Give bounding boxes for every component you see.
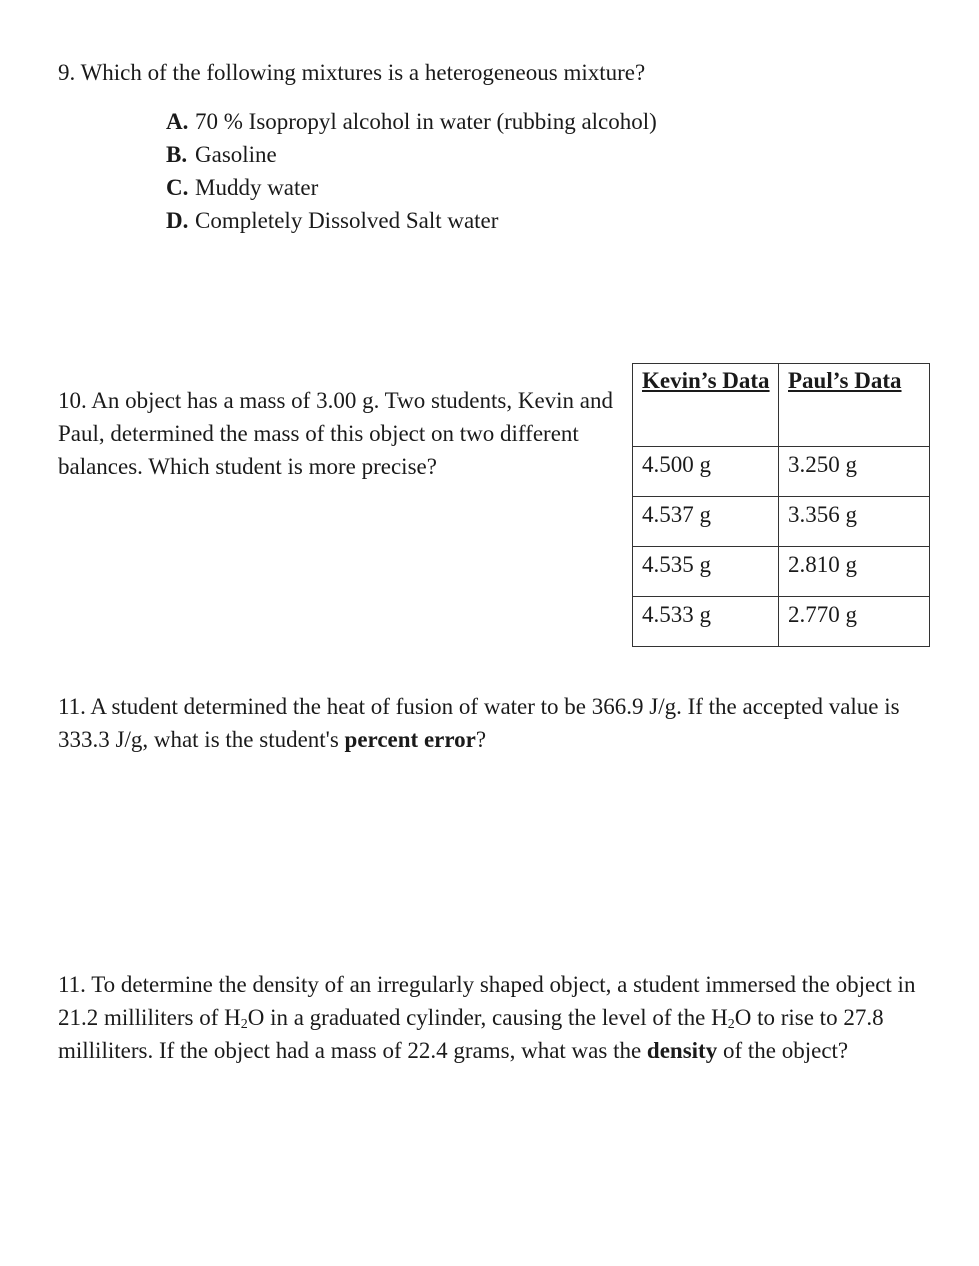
option-letter: C. xyxy=(166,175,189,200)
emphasis-percent-error: percent error xyxy=(344,727,476,752)
emphasis-density: density xyxy=(646,1038,718,1063)
option-text: Gasoline xyxy=(195,142,277,167)
cell-text: 2.770 g xyxy=(788,602,857,627)
cell-text: 4.533 g xyxy=(642,602,711,627)
table-header-row xyxy=(633,364,930,447)
paul-value xyxy=(779,447,930,497)
cell-text: 4.537 g xyxy=(642,502,711,527)
paul-value xyxy=(779,597,930,647)
subscript: 2 xyxy=(727,1017,735,1032)
option-letter: B. xyxy=(166,142,188,167)
table-row xyxy=(633,547,930,597)
question-text: 11. To determine the density of an irregularly shaped object, a student immersed the object in 21.2 milliliters of H xyxy=(58,972,916,1030)
kevin-value xyxy=(633,597,779,647)
question-9-options xyxy=(166,105,938,237)
question-text: 11. A student determined the heat of fusion of water to be 366.9 J/g. If the accepted value is 333.3 J/g, what is the student's xyxy=(58,694,900,752)
cell-text: 4.535 g xyxy=(642,552,711,577)
cell-text: 3.356 g xyxy=(788,502,857,527)
option-text: Muddy water xyxy=(195,175,319,200)
subscript: 2 xyxy=(240,1017,248,1032)
option-letter: D. xyxy=(166,208,189,233)
question-9-text: 9. Which of the following mixtures is a heterogeneous mixture? xyxy=(58,60,646,85)
table-row xyxy=(633,447,930,497)
header-pauls-data: Paul’s Data xyxy=(779,364,930,447)
question-10-text: 10. An object has a mass of 3.00 g. Two students, Kevin and Paul, determined the mass of this object on two different balances. Which student is more precise? xyxy=(58,388,614,479)
question-text-end: ? xyxy=(475,727,487,752)
option-text: Completely Dissolved Salt water xyxy=(195,208,499,233)
option-letter: A. xyxy=(166,109,189,134)
cell-text: 2.810 g xyxy=(788,552,857,577)
question-text: O to rise to 27.8 milliliters. If the object had a mass of 22.4 grams, what was the xyxy=(58,1005,884,1063)
option-d xyxy=(166,204,938,237)
option-c xyxy=(166,171,938,204)
paul-value xyxy=(779,547,930,597)
cell-text: 3.250 g xyxy=(788,452,857,477)
table-row xyxy=(633,597,930,647)
question-9 xyxy=(58,56,938,237)
cell-text: 4.500 g xyxy=(642,452,711,477)
option-text: 70 % Isopropyl alcohol in water (rubbing alcohol) xyxy=(195,109,657,134)
question-text: O in a graduated cylinder, causing the level of the H xyxy=(247,1005,728,1030)
question-11-density xyxy=(58,968,938,1067)
question-11-percent-error xyxy=(58,690,938,756)
kevin-value xyxy=(633,497,779,547)
question-text-end: of the object? xyxy=(717,1038,849,1063)
option-a xyxy=(166,105,938,138)
paul-value xyxy=(779,497,930,547)
table-row xyxy=(633,497,930,547)
mass-data-table xyxy=(632,363,930,647)
kevin-value xyxy=(633,447,779,497)
kevin-value xyxy=(633,547,779,597)
option-b xyxy=(166,138,938,171)
header-kevins-data: Kevin’s Data xyxy=(633,364,779,447)
